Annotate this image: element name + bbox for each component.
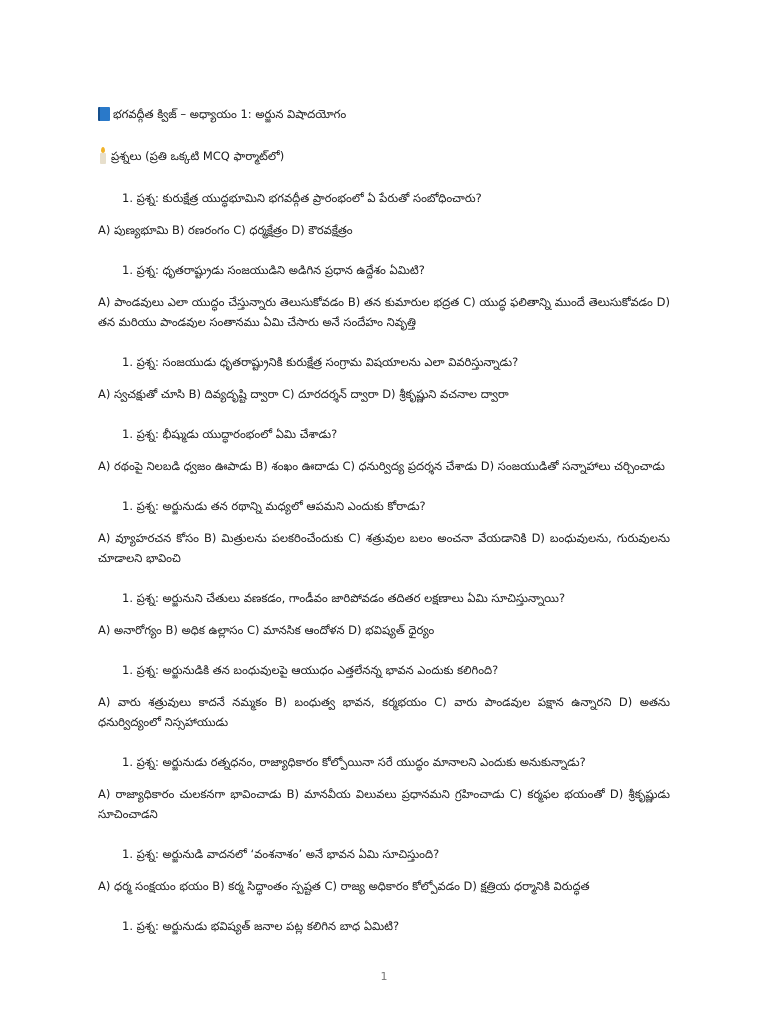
question-text: 1. ప్రశ్న: కురుక్షేత్ర యుద్ధభూమిని భగవద్గీత ప్రారంభంలో ఏ పేరుతో సంబోధించారు? (122, 191, 482, 205)
question-text: 1. ప్రశ్న: అర్జునుడి వాదనలో ‘వంశనాశం’ అనే భావన ఏమి సూచిస్తుంది? (122, 847, 440, 861)
question-text: 1. ప్రశ్న: సంజయుడు ధృతరాష్ట్రునికి కురుక్షేత్ర సంగ్రామ విషయాలను ఎలా వివరిస్తున్నాడు? (122, 355, 519, 369)
quiz-title-text: భగవద్గీత క్విజ్ – అధ్యాయం 1: అర్జున విషాదయోగం (113, 107, 347, 121)
question-options: A) రథంపై నిలబడి ధ్వజం ఊపాడు B) శంఖం ఊదాడు C) ధనుర్విద్య ప్రదర్శన చేశాడు D) సంజయుడితో సన్నాహాలు చర్చించాడు (98, 459, 665, 473)
question-text: 1. ప్రశ్న: ధృతరాష్ట్రుడు సంజయుడిని అడిగిన ప్రధాన ఉద్దేశం ఏమిటి? (122, 263, 425, 277)
question-block (98, 424, 670, 476)
question-text: 1. ప్రశ్న: అర్జునుడు తన రథాన్ని మధ్యలో ఆపమని ఎందుకు కోరాడు? (122, 499, 426, 513)
question-options: A) వ్యూహరచన కోసం B) మిత్రులను పలకరించేందుకు C) శత్రువుల బలం అంచనా వేయడానికి D) బంధువులను, గురువులను చూడాలని భావించి (98, 531, 670, 565)
quiz-title (98, 104, 670, 124)
question-options: A) పుణ్యభూమి B) రణరంగం C) ధర్మక్షేత్రం D) కౌరవక్షేత్రం (98, 223, 353, 237)
question-text: 1. ప్రశ్న: అర్జునుడికి తన బంధువులపై ఆయుధం ఎత్తలేనన్న భావన ఎందుకు కలిగింది? (122, 663, 499, 677)
question-block (98, 496, 670, 568)
candle-icon (98, 147, 108, 165)
question-block (98, 352, 670, 404)
question-block (98, 260, 670, 332)
quiz-subtitle (98, 146, 670, 166)
question-options: A) ధర్మ సంక్షయం భయం B) కర్మ సిద్ధాంతం స్పష్టత C) రాజ్య అధికారం కోల్పోవడం D) క్షత్రియ ధర్మానికి విరుద్ధత (98, 879, 590, 893)
book-icon (98, 107, 110, 121)
question-text: 1. ప్రశ్న: అర్జునుని చేతులు వణకడం, గాండీవం జారిపోవడం తదితర లక్షణాలు ఏమి సూచిస్తున్నాయి? (122, 591, 566, 605)
question-text: 1. ప్రశ్న: అర్జునుడు భవిష్యత్ జనాల పట్ల కలిగిన బాధ ఏమిటి? (122, 919, 400, 933)
document-content (98, 104, 670, 948)
question-block (98, 916, 670, 936)
question-options: A) పాండవులు ఎలా యుద్ధం చేస్తున్నారు తెలుసుకోవడం B) తన కుమారుల భద్రత C) యుద్ధ ఫలితాన్ని ముందే తెలుసుకోవడం D) తన మరియు పాండవుల సంతానము ఏమి చేసారు అనే సందేహం నివృత్తి (98, 295, 670, 329)
question-options: A) అనారోగ్యం B) అధిక ఉల్లాసం C) మానసిక ఆందోళన D) భవిష్యత్ ధైర్యం (98, 623, 435, 637)
quiz-subtitle-text: ప్రశ్నలు (ప్రతి ఒక్కటి MCQ ఫార్మాట్‌లో) (111, 149, 285, 163)
question-block (98, 660, 670, 732)
question-block (98, 588, 670, 640)
question-options: A) స్వచక్షుతో చూసి B) దివ్యదృష్టి ద్వారా C) దూరదర్శన్ ద్వారా D) శ్రీకృష్ణుని వచనాల ద్వారా (98, 387, 509, 401)
question-options: A) వారు శత్రువులు కాదనే నమ్మకం B) బంధుత్వ భావన, కర్మభయం C) వారు పాండవుల పక్షాన ఉన్నారని D) అతను ధనుర్విద్యంలో నిస్సహాయుడు (98, 695, 670, 729)
question-block (98, 844, 670, 896)
question-block (98, 188, 670, 240)
question-text: 1. ప్రశ్న: అర్జునుడు రత్నధనం, రాజ్యాధికారం కోల్పోయినా సరే యుద్ధం మానాలని ఎందుకు అనుకున్నాడు? (122, 755, 586, 769)
page-number: 1 (380, 970, 388, 983)
question-options: A) రాజ్యాధికారం చులకనగా భావించాడు B) మానవీయ విలువలు ప్రధానమని గ్రహించాడు C) కర్మఫల భయంతో D) శ్రీకృష్ణుడు సూచించాడని (98, 787, 670, 821)
question-block (98, 752, 670, 824)
question-text: 1. ప్రశ్న: భీష్ముడు యుద్ధారంభంలో ఏమి చేశాడు? (122, 427, 338, 441)
